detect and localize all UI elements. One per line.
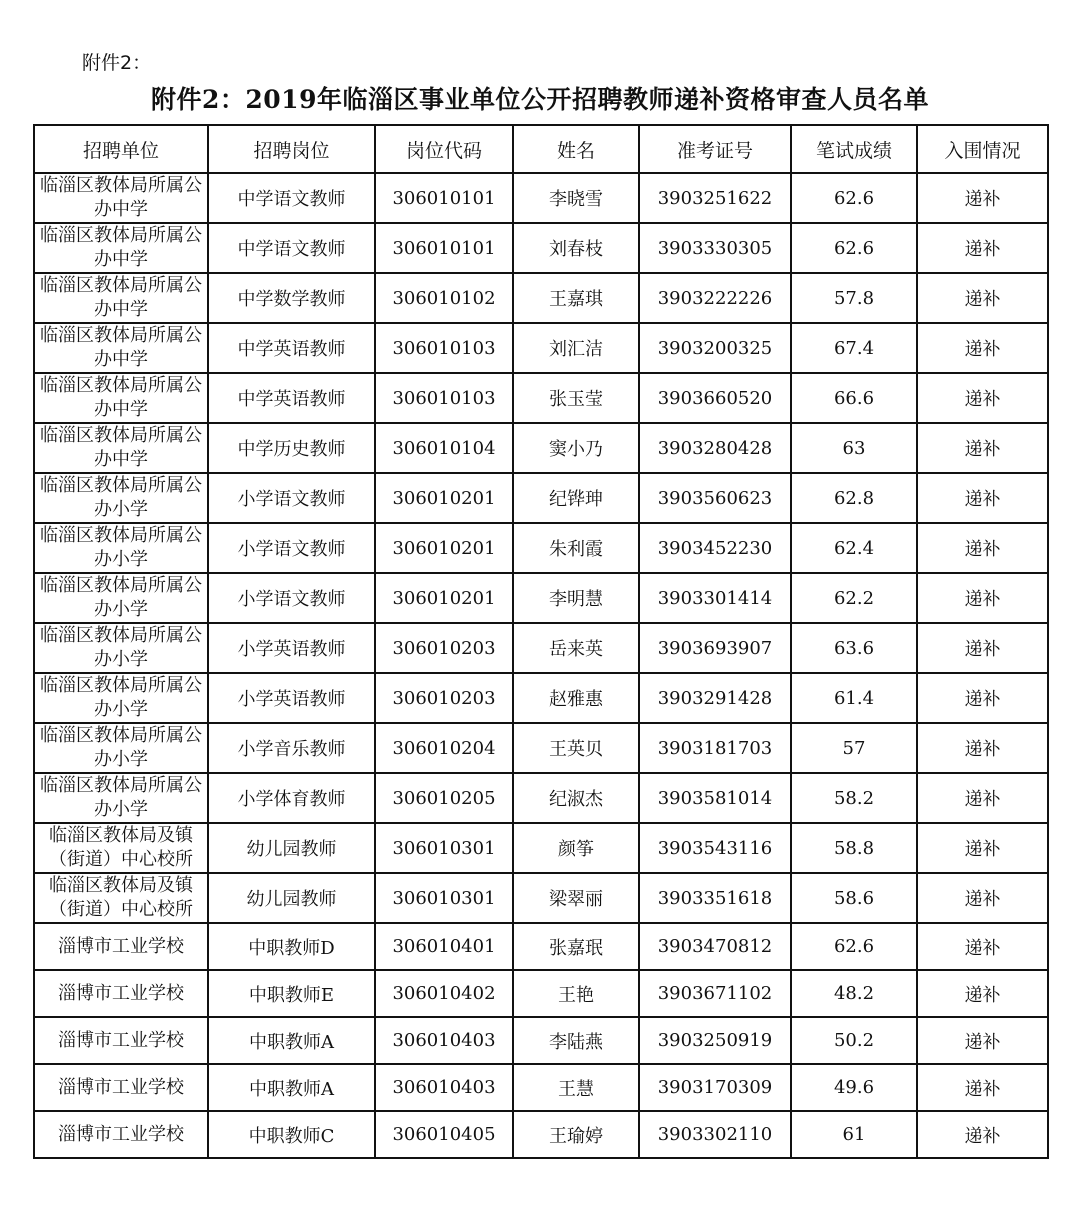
cell-code: 306010101	[375, 223, 513, 273]
cell-score: 62.6	[791, 223, 917, 273]
table-row	[34, 523, 1048, 573]
cell-position: 中学英语教师	[208, 373, 375, 423]
table-row	[34, 223, 1048, 273]
table-row	[34, 673, 1048, 723]
cell-exam-id: 3903170309	[639, 1064, 791, 1111]
cell-name: 王英贝	[513, 723, 639, 773]
cell-name: 梁翠丽	[513, 873, 639, 923]
header-row	[34, 125, 1048, 173]
cell-exam-id: 3903181703	[639, 723, 791, 773]
cell-position: 中学英语教师	[208, 323, 375, 373]
cell-score: 63	[791, 423, 917, 473]
cell-name: 王嘉琪	[513, 273, 639, 323]
cell-score: 63.6	[791, 623, 917, 673]
cell-unit: 临淄区教体局所属公办中学	[34, 373, 208, 423]
cell-unit: 临淄区教体局及镇（街道）中心校所	[34, 823, 208, 873]
roster-table	[33, 124, 1049, 1159]
cell-name: 赵雅惠	[513, 673, 639, 723]
cell-score: 58.6	[791, 873, 917, 923]
cell-code: 306010203	[375, 623, 513, 673]
cell-exam-id: 3903222226	[639, 273, 791, 323]
cell-unit: 临淄区教体局所属公办小学	[34, 773, 208, 823]
cell-name: 王艳	[513, 970, 639, 1017]
cell-unit: 临淄区教体局所属公办中学	[34, 223, 208, 273]
cell-score: 61.4	[791, 673, 917, 723]
cell-name: 窦小乃	[513, 423, 639, 473]
table-row	[34, 623, 1048, 673]
cell-unit: 临淄区教体局所属公办小学	[34, 623, 208, 673]
table-row	[34, 1017, 1048, 1064]
cell-status: 递补	[917, 523, 1048, 573]
cell-unit: 临淄区教体局所属公办中学	[34, 423, 208, 473]
cell-name: 李陆燕	[513, 1017, 639, 1064]
cell-name: 李明慧	[513, 573, 639, 623]
column-header-score: 笔试成绩	[791, 125, 917, 173]
cell-unit: 淄博市工业学校	[34, 1017, 208, 1064]
cell-score: 62.6	[791, 923, 917, 970]
cell-position: 中职教师A	[208, 1017, 375, 1064]
cell-score: 58.8	[791, 823, 917, 873]
table-row	[34, 723, 1048, 773]
cell-unit: 临淄区教体局所属公办小学	[34, 673, 208, 723]
cell-code: 306010201	[375, 573, 513, 623]
cell-status: 递补	[917, 673, 1048, 723]
cell-score: 62.8	[791, 473, 917, 523]
cell-code: 306010205	[375, 773, 513, 823]
cell-code: 306010204	[375, 723, 513, 773]
table-row	[34, 373, 1048, 423]
cell-position: 中学语文教师	[208, 223, 375, 273]
cell-status: 递补	[917, 723, 1048, 773]
cell-position: 小学英语教师	[208, 673, 375, 723]
column-header-code: 岗位代码	[375, 125, 513, 173]
cell-code: 306010301	[375, 823, 513, 873]
cell-exam-id: 3903351618	[639, 873, 791, 923]
table-row	[34, 573, 1048, 623]
cell-exam-id: 3903301414	[639, 573, 791, 623]
cell-exam-id: 3903250919	[639, 1017, 791, 1064]
cell-score: 49.6	[791, 1064, 917, 1111]
column-header-status: 入围情况	[917, 125, 1048, 173]
table-row	[34, 473, 1048, 523]
table-row	[34, 273, 1048, 323]
cell-exam-id: 3903251622	[639, 173, 791, 223]
cell-position: 小学体育教师	[208, 773, 375, 823]
cell-status: 递补	[917, 1017, 1048, 1064]
cell-code: 306010201	[375, 523, 513, 573]
cell-code: 306010103	[375, 373, 513, 423]
cell-code: 306010402	[375, 970, 513, 1017]
cell-position: 中学数学教师	[208, 273, 375, 323]
cell-score: 67.4	[791, 323, 917, 373]
cell-unit: 临淄区教体局所属公办小学	[34, 573, 208, 623]
table-row	[34, 823, 1048, 873]
cell-unit: 临淄区教体局所属公办小学	[34, 473, 208, 523]
cell-name: 刘春枝	[513, 223, 639, 273]
cell-status: 递补	[917, 573, 1048, 623]
cell-exam-id: 3903291428	[639, 673, 791, 723]
cell-position: 小学音乐教师	[208, 723, 375, 773]
attachment-note: 附件2：	[82, 52, 152, 74]
cell-status: 递补	[917, 423, 1048, 473]
cell-unit: 淄博市工业学校	[34, 1064, 208, 1111]
cell-code: 306010401	[375, 923, 513, 970]
cell-unit: 淄博市工业学校	[34, 1111, 208, 1158]
cell-status: 递补	[917, 970, 1048, 1017]
cell-score: 57	[791, 723, 917, 773]
cell-name: 纪淑杰	[513, 773, 639, 823]
cell-exam-id: 3903543116	[639, 823, 791, 873]
cell-exam-id: 3903671102	[639, 970, 791, 1017]
cell-position: 小学英语教师	[208, 623, 375, 673]
column-header-exam-id: 准考证号	[639, 125, 791, 173]
column-header-unit: 招聘单位	[34, 125, 208, 173]
cell-position: 小学语文教师	[208, 523, 375, 573]
table-row	[34, 873, 1048, 923]
cell-position: 中学语文教师	[208, 173, 375, 223]
cell-exam-id: 3903452230	[639, 523, 791, 573]
cell-score: 62.4	[791, 523, 917, 573]
cell-code: 306010403	[375, 1064, 513, 1111]
cell-name: 张嘉珉	[513, 923, 639, 970]
cell-score: 50.2	[791, 1017, 917, 1064]
cell-score: 66.6	[791, 373, 917, 423]
cell-score: 62.2	[791, 573, 917, 623]
table-row	[34, 173, 1048, 223]
cell-code: 306010102	[375, 273, 513, 323]
cell-code: 306010103	[375, 323, 513, 373]
cell-status: 递补	[917, 173, 1048, 223]
table-row	[34, 423, 1048, 473]
cell-exam-id: 3903330305	[639, 223, 791, 273]
cell-position: 小学语文教师	[208, 573, 375, 623]
cell-exam-id: 3903280428	[639, 423, 791, 473]
table-row	[34, 323, 1048, 373]
cell-unit: 临淄区教体局所属公办小学	[34, 723, 208, 773]
cell-status: 递补	[917, 773, 1048, 823]
cell-name: 张玉莹	[513, 373, 639, 423]
table-row	[34, 970, 1048, 1017]
column-header-position: 招聘岗位	[208, 125, 375, 173]
cell-status: 递补	[917, 823, 1048, 873]
cell-unit: 临淄区教体局所属公办中学	[34, 173, 208, 223]
cell-position: 中职教师D	[208, 923, 375, 970]
table-row	[34, 773, 1048, 823]
cell-score: 62.6	[791, 173, 917, 223]
cell-code: 306010405	[375, 1111, 513, 1158]
cell-exam-id: 3903560623	[639, 473, 791, 523]
cell-unit: 临淄区教体局所属公办小学	[34, 523, 208, 573]
cell-status: 递补	[917, 923, 1048, 970]
cell-name: 颜筝	[513, 823, 639, 873]
cell-unit: 临淄区教体局及镇（街道）中心校所	[34, 873, 208, 923]
cell-status: 递补	[917, 273, 1048, 323]
cell-name: 岳来英	[513, 623, 639, 673]
cell-name: 李晓雪	[513, 173, 639, 223]
cell-status: 递补	[917, 623, 1048, 673]
cell-unit: 临淄区教体局所属公办中学	[34, 323, 208, 373]
cell-status: 递补	[917, 473, 1048, 523]
cell-position: 中学历史教师	[208, 423, 375, 473]
cell-name: 朱利霞	[513, 523, 639, 573]
cell-unit: 淄博市工业学校	[34, 970, 208, 1017]
cell-exam-id: 3903470812	[639, 923, 791, 970]
cell-name: 王瑜婷	[513, 1111, 639, 1158]
cell-score: 57.8	[791, 273, 917, 323]
cell-position: 小学语文教师	[208, 473, 375, 523]
cell-status: 递补	[917, 1111, 1048, 1158]
cell-code: 306010201	[375, 473, 513, 523]
cell-position: 中职教师A	[208, 1064, 375, 1111]
cell-unit: 临淄区教体局所属公办中学	[34, 273, 208, 323]
cell-score: 61	[791, 1111, 917, 1158]
cell-code: 306010104	[375, 423, 513, 473]
cell-code: 306010301	[375, 873, 513, 923]
cell-exam-id: 3903581014	[639, 773, 791, 823]
table-row	[34, 923, 1048, 970]
cell-exam-id: 3903200325	[639, 323, 791, 373]
cell-status: 递补	[917, 223, 1048, 273]
table-row	[34, 1064, 1048, 1111]
cell-name: 王慧	[513, 1064, 639, 1111]
cell-exam-id: 3903660520	[639, 373, 791, 423]
column-header-name: 姓名	[513, 125, 639, 173]
cell-status: 递补	[917, 1064, 1048, 1111]
cell-position: 幼儿园教师	[208, 823, 375, 873]
cell-position: 中职教师C	[208, 1111, 375, 1158]
cell-code: 306010403	[375, 1017, 513, 1064]
cell-exam-id: 3903693907	[639, 623, 791, 673]
table-row	[34, 1111, 1048, 1158]
cell-status: 递补	[917, 323, 1048, 373]
cell-name: 刘汇洁	[513, 323, 639, 373]
cell-code: 306010203	[375, 673, 513, 723]
cell-score: 58.2	[791, 773, 917, 823]
cell-position: 中职教师E	[208, 970, 375, 1017]
cell-unit: 淄博市工业学校	[34, 923, 208, 970]
cell-name: 纪铧珅	[513, 473, 639, 523]
roster-body	[34, 173, 1048, 1158]
document-title: 附件2：2019年临淄区事业单位公开招聘教师递补资格审查人员名单	[151, 85, 929, 114]
cell-code: 306010101	[375, 173, 513, 223]
cell-status: 递补	[917, 873, 1048, 923]
cell-score: 48.2	[791, 970, 917, 1017]
cell-status: 递补	[917, 373, 1048, 423]
cell-position: 幼儿园教师	[208, 873, 375, 923]
cell-exam-id: 3903302110	[639, 1111, 791, 1158]
